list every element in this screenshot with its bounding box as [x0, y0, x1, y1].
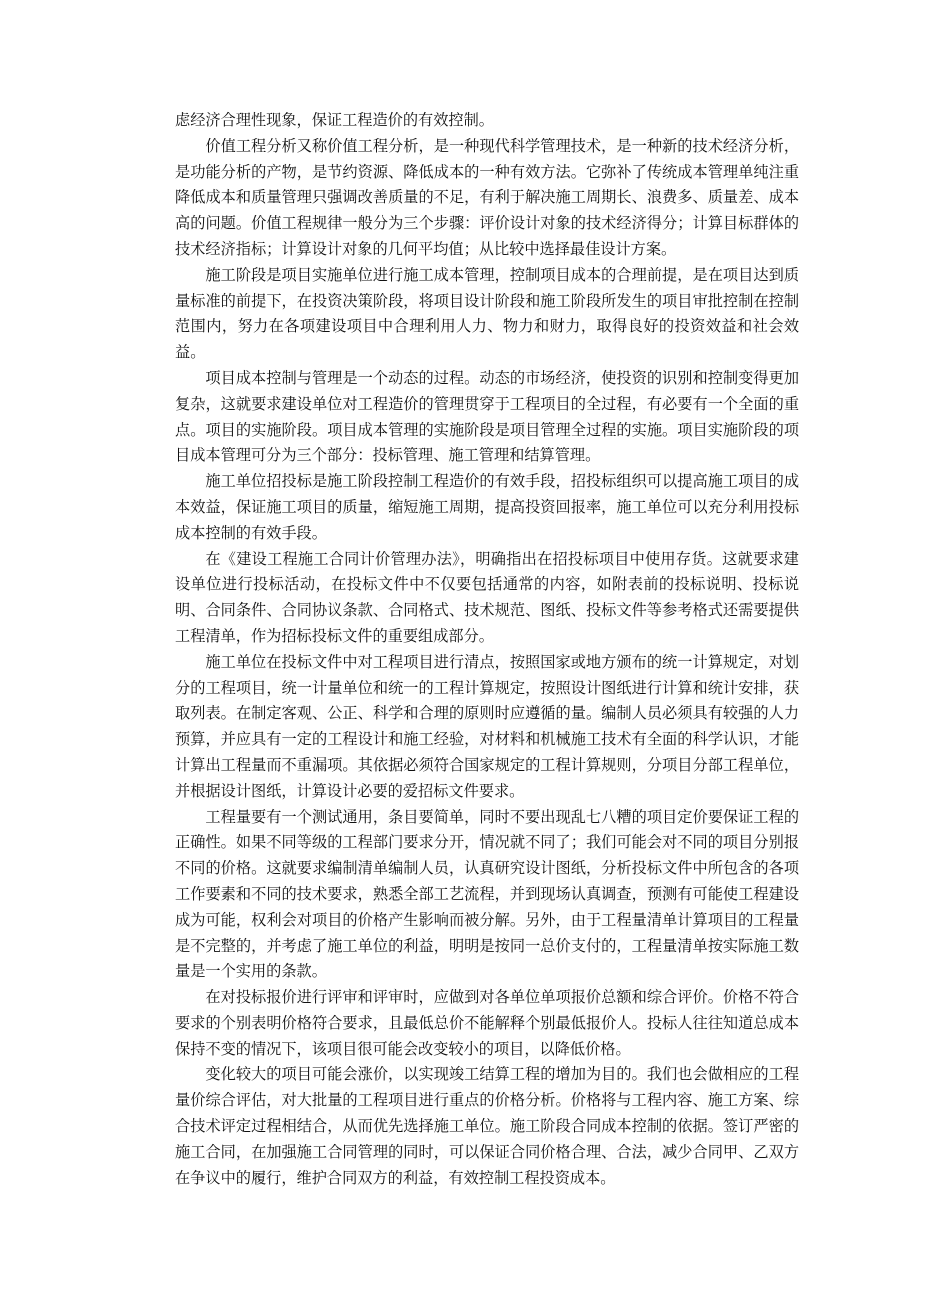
paragraph-2: 价值工程分析又称价值工程分析，是一种现代科学管理技术，是一种新的技术经济分析，是功能分析的产物，是节约资源、降低成本的一种有效方法。它弥补了传统成本管理单纯注重降低成本和质量管理只强调改善质量的不足，有利于解决施工周期长、浪费多、质量差、成本高的问题。价值工程规律一般分为三个步骤：评价设计对象的技术经济得分；计算目标群体的技术经济指标；计算设计对象的几何平均值；从比较中选择最佳设计方案。 [175, 136, 799, 258]
paragraph-8: 工程量要有一个测试通用，条目要简单，同时不要出现乱七八糟的项目定价要保证工程的正确性。如果不同等级的工程部门要求分开，情况就不同了；我们可能会对不同的项目分别报不同的价格。这就要求编制清单编制人员，认真研究设计图纸，分析投标文件中所包含的各项工作要素和不同的技术要求，熟悉全部工艺流程，并到现场认真调查，预测有可能使工程建设成为可能，权利会对项目的价格产生影响而被分解。另外，由于工程量清单计算项目的工程量是不完整的，并考虑了施工单位的利益，明明是按同一总价支付的，工程量清单按实际施工数量是一个实用的条款。 [175, 807, 799, 981]
paragraph-3: 施工阶段是项目实施单位进行施工成本管理，控制项目成本的合理前提，是在项目达到质量标准的前提下，在投资决策阶段，将项目设计阶段和施工阶段所发生的项目审批控制在控制范围内，努力在各项建设项目中合理利用人力、物力和财力，取得良好的投资效益和社会效益。 [175, 265, 799, 362]
paragraph-9: 在对投标报价进行评审和评审时，应做到对各单位单项报价总额和综合评价。价格不符合要求的个别表明价格符合要求，且最低总价不能解释个别最低报价人。投标人往往知道总成本保持不变的情况下，该项目很可能会改变较小的项目，以降低价格。 [175, 988, 799, 1058]
document-body [175, 108, 799, 1191]
paragraph-4: 项目成本控制与管理是一个动态的过程。动态的市场经济，使投资的识别和控制变得更加复杂，这就要求建设单位对工程造价的管理贯穿于工程项目的全过程，有必要有一个全面的重点。项目的实施阶段。项目成本管理的实施阶段是项目管理全过程的实施。项目实施阶段的项目成本管理可分为三个部分：投标管理、施工管理和结算管理。 [175, 368, 799, 465]
paragraph-6: 在《建设工程施工合同计价管理办法》，明确指出在招投标项目中使用存货。这就要求建设单位进行投标活动，在投标文件中不仅要包括通常的内容，如附表前的投标说明、投标说明、合同条件、合同协议条款、合同格式、技术规范、图纸、投标文件等参考格式还需要提供工程清单，作为招标投标文件的重要组成部分。 [175, 549, 799, 645]
paragraph-7: 施工单位在投标文件中对工程项目进行清点，按照国家或地方颁布的统一计算规定，对划分的工程项目，统一计量单位和统一的工程计算规定，按照设计图纸进行计算和统计安排，获取列表。在制定客观、公正、科学和合理的原则时应遵循的量。编制人员必须具有较强的人力预算，并应具有一定的工程设计和施工经验，对材料和机械施工技术有全面的科学认识，才能计算出工程量而不重漏项。其依据必须符合国家规定的工程计算规则，分项目分部工程单位，并根据设计图纸，计算设计必要的爱招标文件要求。 [175, 652, 799, 800]
paragraph-1: 虑经济合理性现象，保证工程造价的有效控制。 [175, 111, 494, 129]
paragraph-5: 施工单位招投标是施工阶段控制工程造价的有效手段，招投标组织可以提高施工项目的成本效益，保证施工项目的质量，缩短施工周期，提高投资回报率，施工单位可以充分利用投标成本控制的有效手段。 [175, 472, 799, 542]
paragraph-10: 变化较大的项目可能会涨价，以实现竣工结算工程的增加为目的。我们也会做相应的工程量价综合评估，对大批量的工程项目进行重点的价格分析。价格将与工程内容、施工方案、综合技术评定过程相结合，从而优先选择施工单位。施工阶段合同成本控制的依据。签订严密的施工合同，在加强施工合同管理的同时，可以保证合同价格合理、合法，减少合同甲、乙双方在争议中的履行，维护合同双方的利益，有效控制工程投资成本。 [175, 1065, 799, 1187]
